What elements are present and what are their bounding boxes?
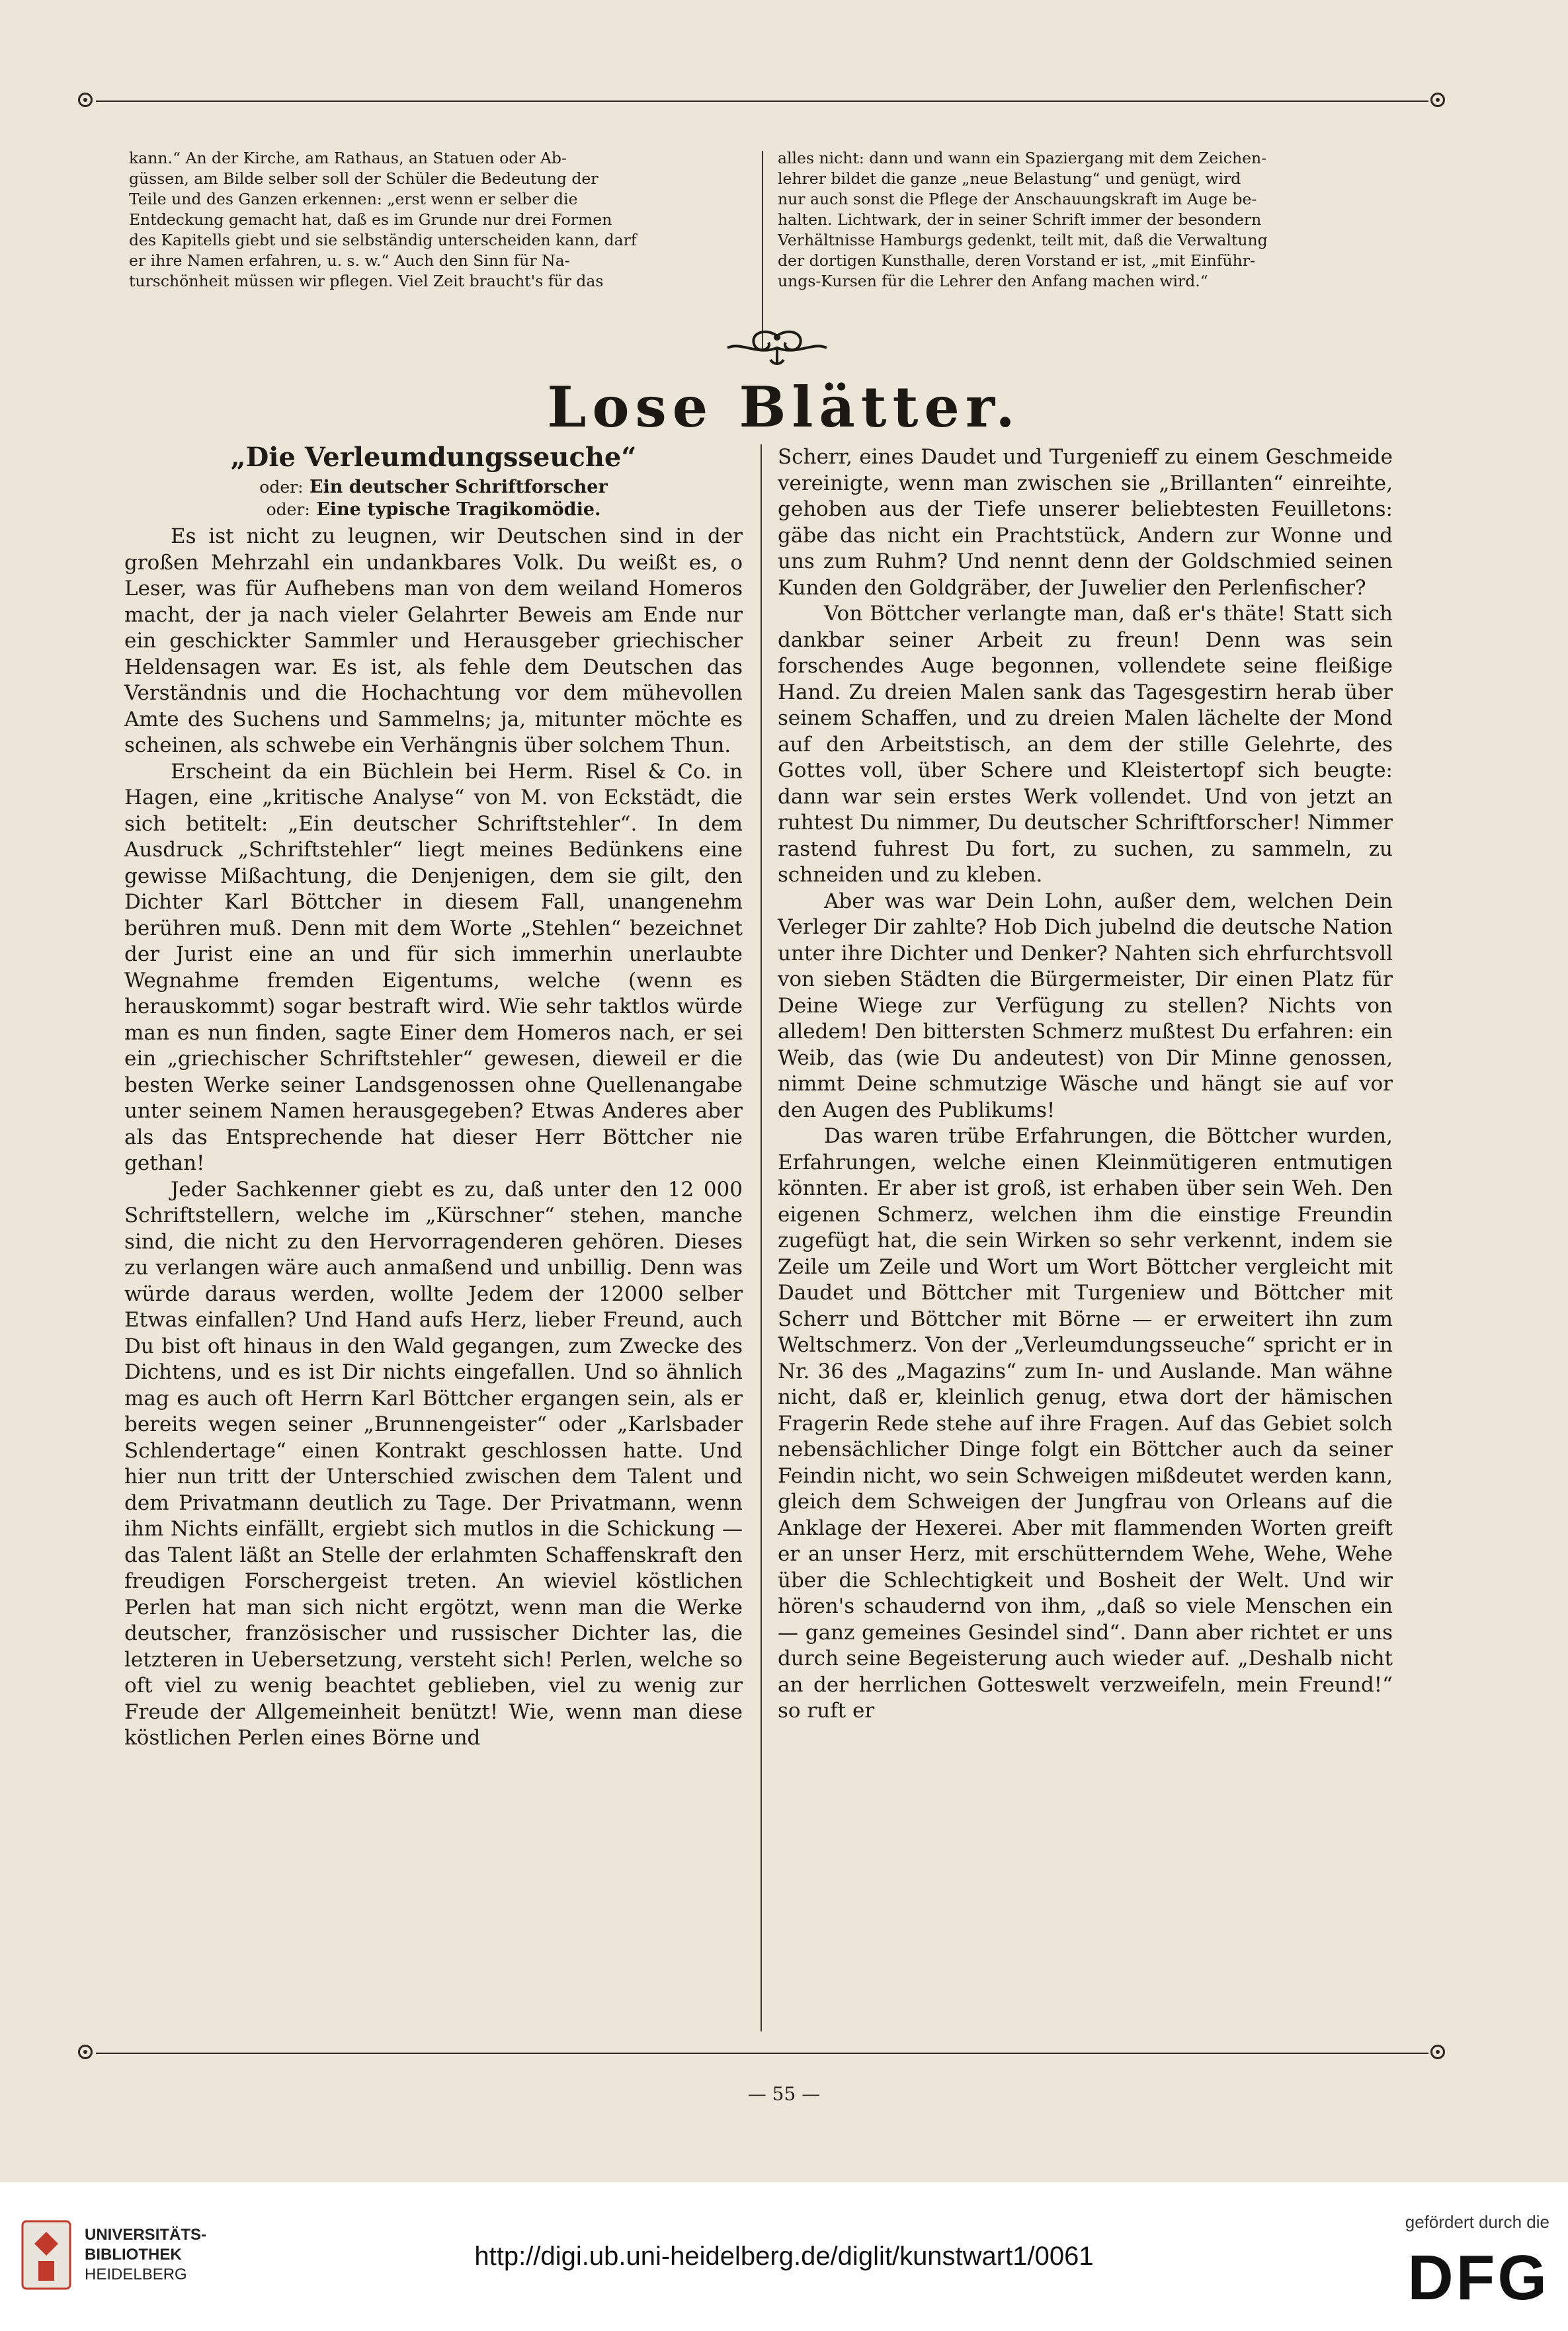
top-right-column: [778, 148, 1432, 292]
text-line: des Kapitells giebt und sie selbständig unterscheiden kann, darf: [129, 231, 637, 249]
text-line: Entdeckung gemacht hat, daß es im Grunde nur drei Formen: [129, 210, 612, 229]
column-divider-main: [761, 444, 762, 2031]
funding-label: gefördert durch die: [1405, 2212, 1549, 2232]
text-line: lehrer bildet die ganze „neue Belastung“ und genügt, wird: [778, 169, 1241, 188]
subtitle-text: Eine typische Tragikomödie.: [316, 499, 601, 520]
column-divider-top: [762, 151, 763, 349]
text-line: nur auch sonst die Pflege der Anschauungskraft im Auge be-: [778, 190, 1257, 208]
subtitle-text: Ein deutscher Schriftforscher: [309, 477, 608, 497]
paragraph: Das waren trübe Erfahrungen, die Böttcher wurden, Erfahrungen, welche einen Kleinmütigeren entmutigen könnten. Er aber ist groß, ist erhaben über sein Weh. Den eigenen Schmerz, welchen ihm die einstige Freundin zugefügt hat, die sein Wirken so sehr verkennt, indem sie Zeile um Zeile und Wort um Wort Böttcher vergleicht mit Daudet und Böttcher mit Turgeniew und Böttcher mit Scherr und Böttcher mit Börne — er erweitert ihn zum Weltschmerz. Von der „Verleumdungsseuche“ spricht er in Nr. 36 des „Magazins“ zum In- und Auslande. Man wähne nicht, daß er, kleinlich genug, etwa dort der hämischen Fragerin Rede stehe auf ihre Fragen. Auf das Gebiet solch nebensächlicher Dinge folgt ein Böttcher auch da seiner Feindin nicht, wo sein Schweigen mißdeutet werden kann, gleich dem Schweigen der Jungfrau von Orleans auf die Anklage der Hexerei. Aber mit flammenden Worten greift er an unser Herz, mit erschütterndem Wehe, Wehe, Wehe über die Schlechtigkeit und Bosheit der Welt. Und wir hören's schaudernd von ihm, „daß so viele Menschen ein — ganz gemeines Gesindel sind“. Dann aber richtet er uns durch seine Begeisterung auch wieder auf. „Deshalb nicht an der herrlichen Gotteswelt verzweifeln, mein Freund!“ so ruft er: [778, 1124, 1393, 1723]
frame-ornament-top-left: [78, 93, 93, 107]
text-line: der dortigen Kunsthalle, deren Vorstand er ist, „mit Einführ-: [778, 251, 1255, 270]
main-right-column: [778, 444, 1393, 1725]
paragraph: Erscheint da ein Büchlein bei Herm. Risel & Co. in Hagen, eine „kritische Analyse“ von M. von Eckstädt, die sich betitelt: „Ein deutscher Schriftstehler“. In dem Ausdruck „Schriftstehler“ liegt meines Bedünkens eine gewisse Mißachtung, die Denjenigen, dem sie gilt, den Dichter Karl Böttcher in diesem Fall, unangenehm berühren muß. Denn mit dem Worte „Stehlen“ bezeichnet der Jurist eine an und für sich immerhin unerlaubte Wegnahme fremden Eigentums, welche (wenn es herauskommt) sogar bestraft wird. Wie sehr taktlos würde man es nun finden, sagte Einer dem Homeros nach, er sei ein „griechischer Schriftstehler“ gewesen, dieweil er die besten Werke seiner Landsgenossen ohne Quellenangabe unter seinem Namen herausgegeben? Etwas Anderes aber als das Entsprechende hat dieser Herr Böttcher nie gethan!: [124, 759, 743, 1175]
main-left-column: [124, 442, 743, 1752]
source-url-link[interactable]: http://digi.ub.uni-heidelberg.de/diglit/kunstwart1/0061: [474, 2242, 1094, 2271]
page-number: — 55 —: [747, 2083, 821, 2105]
paragraph: Es ist nicht zu leugnen, wir Deutschen sind in der großen Mehrzahl ein undankbares Volk. Du weißt es, o Leser, was für Aufhebens man von dem weiland Homeros macht, der ja nach vieler Gelahrter Beweis am Ende nur ein geschickter Sammler und Herausgeber griechischer Heldensagen war. Es ist, als fehle dem Deutschen das Verständnis und die Hochachtung vor dem mühevollen Amte des Suchens und Sammelns; ja, mitunter möchte es scheinen, als schwebe ein Verhängnis über solchem Thun.: [124, 524, 743, 757]
article-title: „Die Verleumdungsseuche“: [230, 442, 637, 473]
text-line: kann.“ An der Kirche, am Rathaus, an Statuen oder Ab-: [129, 149, 567, 167]
text-line: alles nicht: dann und wann ein Spaziergang mit dem Zeichen-: [778, 149, 1267, 167]
footer-bar: [0, 2182, 1568, 2331]
paragraph: Von Böttcher verlangte man, daß er's thäte! Statt sich dankbar seiner Arbeit zu freun! Denn was sein forschendes Auge begonnen, vollendete seine fleißige Hand. Zu dreien Malen sank das Tagesgestirn herab über seinem Schaffen, und zu dreien Malen lächelte der Mond auf den Arbeitstisch, an dem der stille Gelehrte, des Gottes voll, über Schere und Kleistertopf sich beugte: dann war sein erstes Werk vollendet. Und von jetzt an ruhtest Du nimmer, Du deutscher Schriftforscher! Nimmer rastend fuhrest Du fort, zu suchen, zu sammeln, zu schneiden und zu kleben.: [778, 602, 1393, 887]
text-line: halten. Lichtwark, der in seiner Schrift immer der besondern: [778, 210, 1262, 229]
article-subtitle-1: [124, 476, 743, 499]
frame-rule-bottom: [96, 2053, 1428, 2054]
uni-line: HEIDELBERG: [85, 2266, 187, 2283]
frame-rule-top: [96, 101, 1428, 102]
text-line: er ihre Namen erfahren, u. s. w.“ Auch den Sinn für Na-: [129, 251, 570, 270]
paragraph: Jeder Sachkenner giebt es zu, daß unter den 12 000 Schriftstellern, welche im „Kürschner“ stehen, manche sind, die nicht zu den Hervorragenderen gehören. Dieses zu verlangen wäre auch anmaßend und unbillig. Denn was würde daraus werden, wollte Jedem der 12000 selber Etwas einfallen? Und Hand aufs Herz, lieber Freund, auch Du bist oft hinaus in den Wald gegangen, zum Zwecke des Dichtens, und es ist Dir nichts eingefallen. Und so ähnlich mag es auch oft Herrn Karl Böttcher ergangen sein, als er bereits wegen seiner „Brunnengeister“ oder „Karlsbader Schlendertage“ einen Kontrakt geschlossen hatte. Und hier nun tritt der Unterschied zwischen dem Talent und dem Privatmann deutlich zu Tage. Der Privatmann, wenn ihm Nichts einfällt, ergiebt sich mutlos in die Schickung — das Talent läßt an Stelle der erlahmten Schaffenskraft den freudigen Forschergeist treten. An wieviel köstlichen Perlen hat man sich nicht ergötzt, wenn man die Werke deutscher, französischer und russischer Dichter las, die letzteren in Uebersetzung, versteht sich! Perlen, welche so oft viel zu wenig beachtet geblieben, viel zu wenig zur Freude der Allgemeinheit benützt! Wie, wenn man diese köstlichen Perlen eines Börne und: [124, 1177, 743, 1750]
text-line: Verhältnisse Hamburgs gedenkt, teilt mit, daß die Verwaltung: [778, 231, 1268, 249]
article-subtitle-2: [124, 499, 743, 521]
text-line: Teile und des Ganzen erkennen: „erst wenn er selber die: [129, 190, 578, 208]
vignette-ornament: [721, 329, 833, 366]
paragraph: Aber was war Dein Lohn, außer dem, welchen Dein Verleger Dir zahlte? Hob Dich jubelnd die deutsche Nation unter ihre Dichter und Denker? Nahten sich ehrfurchtsvoll von sieben Städten die Bürgermeister, Dir einen Platz für Deine Wiege zur Verfügung zu stellen? Nichts von alledem! Den bittersten Schmerz mußtest Du erfahren: ein Weib, das (wie Du andeutest) von Dir Minne genossen, nimmt Deine schmutzige Wäsche und hängt sie auf vor den Augen des Publikums!: [778, 889, 1393, 1122]
frame-ornament-bottom-right: [1430, 2045, 1445, 2059]
dfg-logo: DFG: [1407, 2242, 1549, 2313]
top-left-column: [129, 148, 751, 292]
subtitle-lead: oder:: [266, 500, 310, 519]
frame-ornament-bottom-left: [78, 2045, 93, 2059]
text-line: güssen, am Bilde selber soll der Schüler die Bedeutung der: [129, 169, 598, 188]
text-line: ungs-Kursen für die Lehrer den Anfang machen wird.“: [778, 272, 1208, 290]
text-line: turschönheit müssen wir pflegen. Viel Zeit braucht's für das: [129, 272, 604, 290]
frame-ornament-top-right: [1430, 93, 1445, 107]
paragraph: Scherr, eines Daudet und Turgenieff zu einem Geschmeide vereinigte, wenn man zwischen sie „Brillanten“ einreihte, gehoben aus der Tiefe unserer beliebtesten Feuilletons: gäbe das nicht ein Prachtstück, Andern zur Wonne und uns zum Ruhm? Und nennt denn der Goldschmied seinen Kunden den Goldgräber, der Juwelier den Perlenfischer?: [778, 445, 1393, 600]
uni-line: UNIVERSITÄTS-: [85, 2226, 207, 2244]
section-title: Lose Blätter.: [547, 374, 1021, 440]
subtitle-lead: oder:: [259, 477, 304, 497]
uni-line: BIBLIOTHEK: [85, 2246, 182, 2264]
